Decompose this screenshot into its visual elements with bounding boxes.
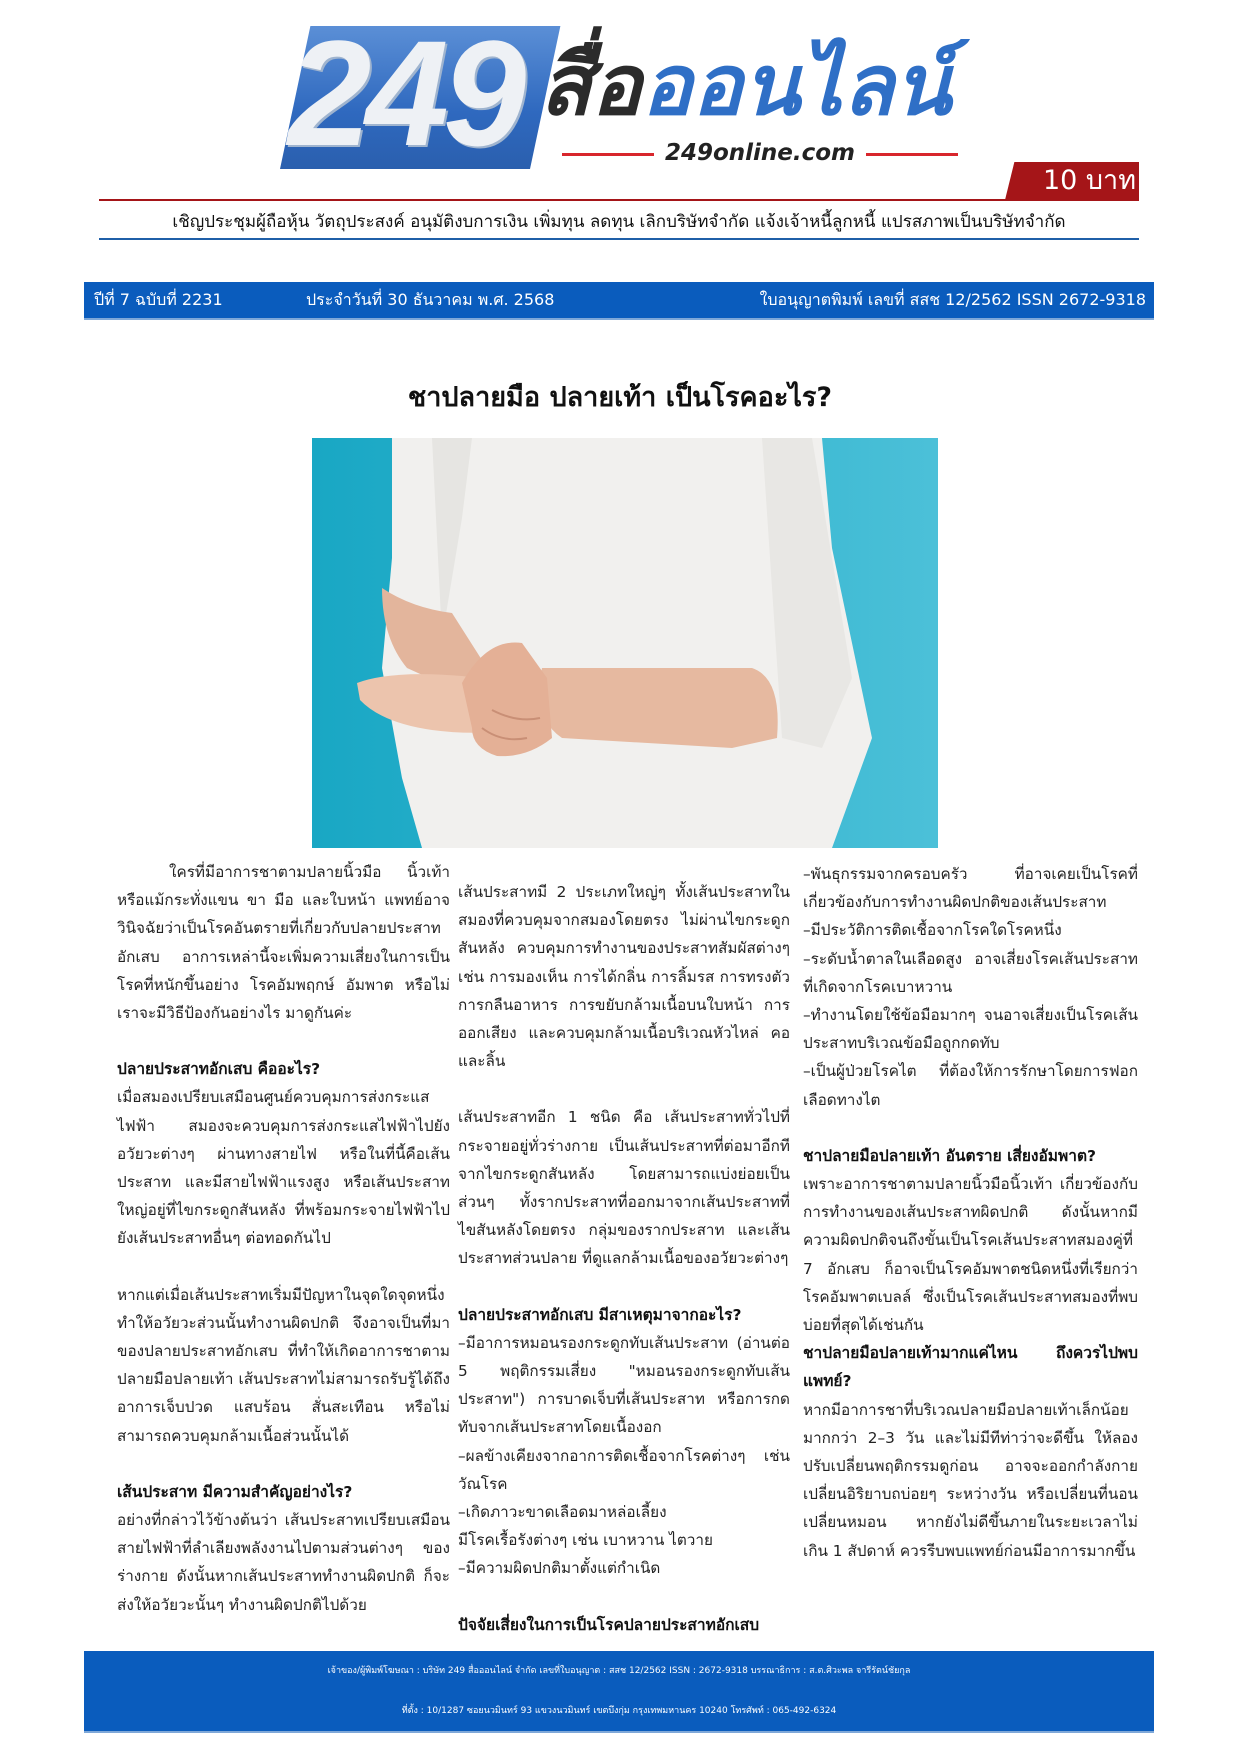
issue-volume: ปีที่ 7 ฉบับที่ 2231	[94, 290, 223, 309]
services-tagline: เชิญประชุมผู้ถือหุ้น วัตถุประสงค์ อนุมัติงบการเงิน เพิ่มทุน ลดทุน เลิกบริษัทจำกัด แจ้งเจ้าหนี้ลูกหนี้ แปรสภาพเป็นบริษัทจำกัด	[172, 212, 1066, 232]
hand-wrist-photo	[312, 438, 938, 848]
list-item: –พันธุกรรมจากครอบครัว ที่อาจเคยเป็นโรคที่เกี่ยวข้องกับการทำงานผิดปกติของเส้นประสาท	[803, 865, 1138, 912]
list-item: –ผลข้างเคียงจากอาการติดเชื้อจากโรคต่างๆ เช่น วัณโรค	[458, 1446, 790, 1493]
logo-thai-dark: สื่อ	[540, 36, 642, 134]
article-headline: ชาปลายมือ ปลายเท้า เป็นโรคอะไร?	[407, 382, 833, 413]
section-heading: ปลายประสาทอักเสบ มีสาเหตุมาจากอะไร?	[458, 1305, 742, 1324]
list-item: –ระดับน้ำตาลในเลือดสูง อาจเสี่ยงโรคเส้นประสาทที่เกิดจากโรคเบาหวาน	[803, 949, 1138, 996]
section-heading: ปลายประสาทอักเสบ คืออะไร?	[117, 1060, 321, 1079]
section-heading: ชาปลายมือปลายเท้า อันตราย เสี่ยงอัมพาต?	[803, 1146, 1097, 1165]
logo-number: 249	[288, 9, 521, 177]
issue-bar	[84, 282, 1154, 320]
divider-blue	[99, 238, 1139, 240]
forearm	[540, 668, 778, 748]
list-item: –ทำงานโดยใช้ข้อมือมากๆ จนอาจเสี่ยงเป็นโรคเส้นประสาทบริเวณข้อมือถูกกดทับ	[803, 1006, 1138, 1053]
list-item: –มีอาการหมอนรองกระดูกทับเส้นประสาท (อ่านต่อ 5 พฤติกรรมเสี่ยง "หมอนรองกระดูกทับเส้นประสาท") การบาดเจ็บที่เส้นประสาท หรือการกดทับจากเส้นประสาทโดยเนื้องอก	[458, 1333, 790, 1437]
publisher-footer	[84, 1651, 1154, 1733]
divider-red	[99, 199, 1139, 201]
section-heading: ปัจจัยเสี่ยงในการเป็นโรคปลายประสาทอักเสบ	[458, 1615, 760, 1634]
logo-red-line-right	[866, 153, 958, 156]
issue-date: ประจำวันที่ 30 ธันวาคม พ.ศ. 2568	[306, 290, 555, 309]
paragraph: เมื่อสมองเปรียบเสมือนศูนย์ควบคุมการส่งกระแสไฟฟ้า สมองจะควบคุมการส่งกระแสไฟฟ้าไปยังอวัยวะต่างๆ ผ่านทางสายไฟ หรือในที่นี้คือเส้นประสาท และมีสายไฟฟ้าแรงสูง หรือเส้นประสาทใหญ่อยู่ที่ไขกระดูกสันหลัง ที่พร้อมกระจายไฟฟ้าไปยังเส้นประสาทอื่นๆ ต่อทอดกันไป	[117, 1088, 450, 1248]
paragraph: เพราะอาการชาตามปลายนิ้วมือนิ้วเท้า เกี่ยวข้องกับการทำงานของเส้นประสาทผิดปกติ ดังนั้นหากมีความผิดปกติจนถึงขั้นเป็นโรคเส้นประสาทสมองคู่ที่ 7 อักเสบ ก็อาจเป็นโรคอัมพาตชนิดหนึ่งที่เรียกว่า โรคอัมพาตเบลล์ ซึ่งเป็นโรคเส้นประสาทสมองที่พบบ่อยที่สุดได้เช่นกัน	[803, 1175, 1138, 1335]
logo-wordmark	[540, 30, 951, 140]
list-item: มีโรคเรื้อรังต่างๆ เช่น เบาหวาน ไตวาย	[458, 1531, 713, 1550]
footer-publisher-line: เจ้าของ/ผู้พิมพ์โฆษณา : บริษัท 249 สื่อออนไลน์ จำกัด เลขที่ใบอนุญาต : สสช 12/2562 ISSN : 2672-9318 บรรณาธิการ : ส.ต.ศิวะพล จารีรัตน์ชัยกุล	[327, 1666, 911, 1676]
section-heading: เส้นประสาท มีความสำคัญอย่างไร?	[117, 1482, 353, 1501]
price-label: 10 บาท	[1042, 165, 1136, 196]
article-column-2	[458, 878, 790, 1639]
logo-url: 249online.com	[664, 140, 856, 166]
section-heading: ชาปลายมือปลายเท้ามากแค่ไหน ถึงควรไปพบแพทย์?	[803, 1344, 1138, 1391]
paragraph: อย่างที่กล่าวไว้ข้างต้นว่า เส้นประสาทเปรียบเสมือนสายไฟฟ้าที่ลำเลียงพลังงานไปตามส่วนต่างๆ ของร่างกาย ดังนั้นหากเส้นประสาททำงานผิดปกติ ก็จะส่งให้อวัยวะนั้นๆ ทำงานผิดปกติไปด้วย	[117, 1511, 450, 1614]
list-item: –มีความผิดปกติมาตั้งแต่กำเนิด	[458, 1559, 661, 1578]
footer-address-line: ที่ตั้ง : 10/1287 ซอยนวมินทร์ 93 แขวงนวมินทร์ เขตบึงกุ่ม กรุงเทพมหานคร 10240 โทรศัพท์ : 065-492-6324	[401, 1706, 837, 1716]
list-item: –มีประวัติการติดเชื้อจากโรคใดโรคหนึ่ง	[803, 921, 1062, 940]
article-column-1	[117, 858, 450, 1619]
paragraph: หากแต่เมื่อเส้นประสาทเริ่มมีปัญหาในจุดใดจุดหนึ่ง ทำให้อวัยวะส่วนนั้นทำงานผิดปกติ จึงอาจเป็นที่มาของปลายประสาทอักเสบ ที่ทำให้เกิดอาการชาตามปลายมือปลายเท้า เส้นประสาทไม่สามารถรับรู้ได้ถึงอาการเจ็บปวด แสบร้อน สั่นสะเทือน หรือไม่สามารถควบคุมกล้ามเนื้อส่วนนั้นได้	[117, 1285, 450, 1445]
article-column-3	[803, 860, 1138, 1565]
logo-thai-blue: ออนไลน์	[641, 36, 952, 134]
intro-paragraph: ใครที่มีอาการชาตามปลายนิ้วมือ นิ้วเท้า หรือแม้กระทั่งแขน ขา มือ และใบหน้า แพทย์อาจวินิจฉัยว่าเป็นโรคอันตรายที่เกี่ยวกับปลายประสาทอักเสบ อาการเหล่านี้จะเพิ่มความเสี่ยงในการเป็นโรคที่หนักขึ้นอย่าง โรคอัมพฤกษ์ อัมพาต หรือไม่ เราจะมีวิธีป้องกันอย่างไร มาดูกันค่ะ	[117, 863, 450, 1023]
paragraph: เส้นประสาทมี 2 ประเภทใหญ่ๆ ทั้งเส้นประสาทในสมองที่ควบคุมจากสมองโดยตรง ไม่ผ่านไขกระดูกสันหลัง ควบคุมการทำงานของประสาทสัมผัสต่างๆ เช่น การมองเห็น การได้กลิ่น การลิ้มรส การทรงตัว การกลืนอาหาร การขยับกล้ามเนื้อบนใบหน้า การออกเสียง และควบคุมกล้ามเนื้อบริเวณหัวไหล่ คอ และลิ้น	[458, 883, 790, 1071]
list-item: –เกิดภาวะขาดเลือดมาหล่อเลี้ยง	[458, 1503, 667, 1522]
issue-license: ใบอนุญาตพิมพ์ เลขที่ สสช 12/2562 ISSN 2672-9318	[759, 290, 1146, 309]
paragraph: หากมีอาการชาที่บริเวณปลายมือปลายเท้าเล็กน้อยมากกว่า 2–3 วัน และไม่มีทีท่าว่าจะดีขึ้น ให้ลองปรับเปลี่ยนพฤติกรรมดูก่อน อาจจะออกกำลังกาย เปลี่ยนอิริยาบถบ่อยๆ ระหว่างวัน หรือเปลี่ยนที่นอน เปลี่ยนหมอน หากยังไม่ดีขึ้นภายในระยะเวลาไม่เกิน 1 สัปดาห์ ควรรีบพบแพทย์ก่อนมีอาการมากขึ้น	[803, 1400, 1138, 1560]
photo-illustration	[312, 438, 938, 848]
logo-red-line-left	[562, 153, 654, 156]
paragraph: เส้นประสาทอีก 1 ชนิด คือ เส้นประสาททั่วไปที่กระจายอยู่ทั่วร่างกาย เป็นเส้นประสาทที่ต่อมาอีกทีจากไขกระดูกสันหลัง โดยสามารถแบ่งย่อยเป็นส่วนๆ ทั้งรากประสาทที่ออกมาจากเส้นประสาทที่ไขสันหลังโดยตรง กลุ่มของรากประสาท และเส้นประสาทส่วนปลาย ที่ดูแลกล้ามเนื้อของอวัยวะต่างๆ	[458, 1108, 790, 1268]
list-item: –เป็นผู้ป่วยโรคไต ที่ต้องให้การรักษาโดยการฟอกเลือดทางไต	[803, 1062, 1138, 1109]
